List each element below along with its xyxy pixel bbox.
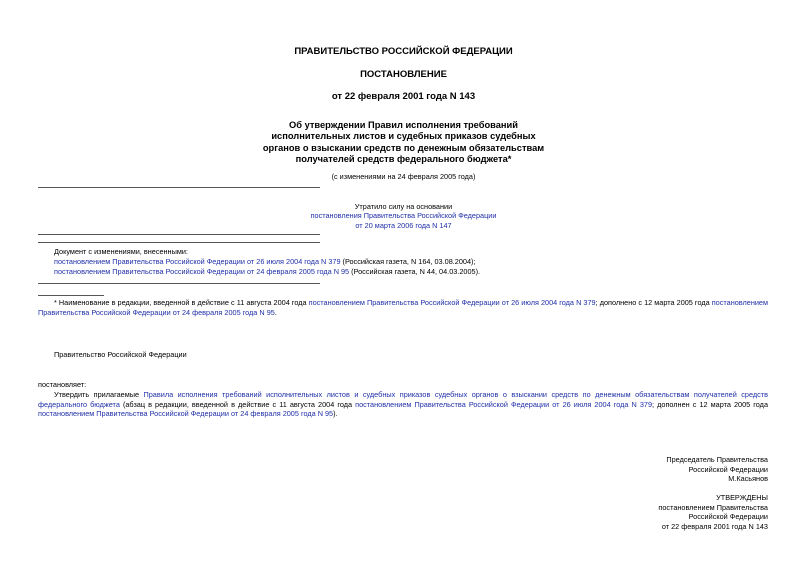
signature-line-3: М.Касьянов	[728, 474, 768, 484]
paragraph-text-2: (абзац в редакции, введенной в действие с 11 августа 2004 года	[119, 399, 356, 409]
changes-item-2	[54, 267, 480, 277]
title-line-3: органов о взыскании средств по денежным обязательствам	[262, 142, 545, 153]
approval-line-4: от 22 февраля 2001 года N 143	[661, 521, 768, 531]
changes-intro: Документ с изменениями, внесенными:	[54, 247, 188, 256]
changes-item-2-link[interactable]: постановлением Правительства Российской Федерации от 24 февраля 2005 года N 95	[54, 267, 350, 276]
paragraph-link-2[interactable]: постановлением Правительства Российской Федерации от 26 июля 2004 года N 379	[355, 399, 653, 409]
document-date-number: от 22 февраля 2001 года N 143	[331, 91, 476, 102]
approval-line-1: УТВЕРЖДЕНЫ	[716, 493, 768, 502]
signature-line-1: Председатель Правительства	[666, 455, 768, 464]
title-line-1: Об утверждении Правил исполнения требований	[289, 120, 518, 130]
approval-line-2: постановлением Правительства	[658, 502, 768, 512]
resolution-paragraph	[38, 390, 768, 419]
divider-line	[38, 187, 320, 188]
amendments-note: (с изменениями на 24 февраля 2005 года)	[331, 172, 476, 181]
changes-item-1-source: (Российская газета, N 164, 03.08.2004);	[340, 257, 476, 266]
void-notice-link-1[interactable]: постановления Правительства Российской Федерации	[310, 211, 497, 220]
approval-block	[658, 493, 768, 531]
paragraph-text-3: ; дополнен с 12 марта 2005 года	[652, 399, 769, 409]
void-notice-text: Утратило силу на основании	[354, 202, 453, 211]
approval-line-3: Российской Федерации	[688, 512, 768, 522]
footnote	[38, 298, 768, 317]
issuer-text: Правительство Российской Федерации	[54, 350, 187, 359]
signature-block	[666, 455, 768, 484]
divider-line	[38, 242, 320, 243]
title-line-2: исполнительных листов и судебных приказов судебных	[271, 131, 536, 142]
signature-line-2: Российской Федерации	[688, 464, 768, 474]
paragraph-link-3[interactable]: постановлением Правительства Российской Федерации от 24 февраля 2005 года N 95	[38, 409, 334, 419]
footnote-text-3: .	[274, 307, 277, 317]
divider-line	[38, 234, 320, 235]
footnote-separator	[38, 295, 104, 296]
void-notice-link-2[interactable]: от 20 марта 2006 года N 147	[355, 221, 452, 230]
footnote-text-2: ; дополнено с 12 марта 2005 года	[595, 298, 712, 307]
changes-item-2-source: (Российская газета, N 44, 04.03.2005).	[349, 267, 481, 276]
paragraph-text-1: Утвердить прилагаемые	[54, 390, 144, 399]
divider-line	[38, 283, 320, 284]
document-title	[0, 120, 807, 165]
document-type: ПОСТАНОВЛЕНИЕ	[360, 69, 447, 80]
resolves-text: постановляет:	[38, 380, 87, 389]
rules-link[interactable]: Правила исполнения требований исполнительных листов и судебных приказов судебных органов о взыскании средств по денежным обязательствам получателей средств федерального бюджета	[38, 390, 768, 409]
government-heading: ПРАВИТЕЛЬСТВО РОССИЙСКОЙ ФЕДЕРАЦИИ	[294, 46, 513, 57]
footnote-link-1[interactable]: постановлением Правительства Российской Федерации от 26 июля 2004 года N 379	[308, 298, 596, 307]
changes-item-1-link[interactable]: постановлением Правительства Российской Федерации от 26 июля 2004 года N 379	[54, 257, 341, 266]
footnote-link-2[interactable]: постановлением Правительства Российской Федерации от 24 февраля 2005 года N 95	[38, 298, 769, 317]
changes-item-1	[54, 257, 475, 267]
footnote-text-1: * Наименование в редакции, введенной в действие с 11 августа 2004 года	[54, 298, 309, 307]
title-line-4: получателей средств федерального бюджета*	[295, 153, 512, 164]
paragraph-text-4: ).	[333, 409, 338, 419]
